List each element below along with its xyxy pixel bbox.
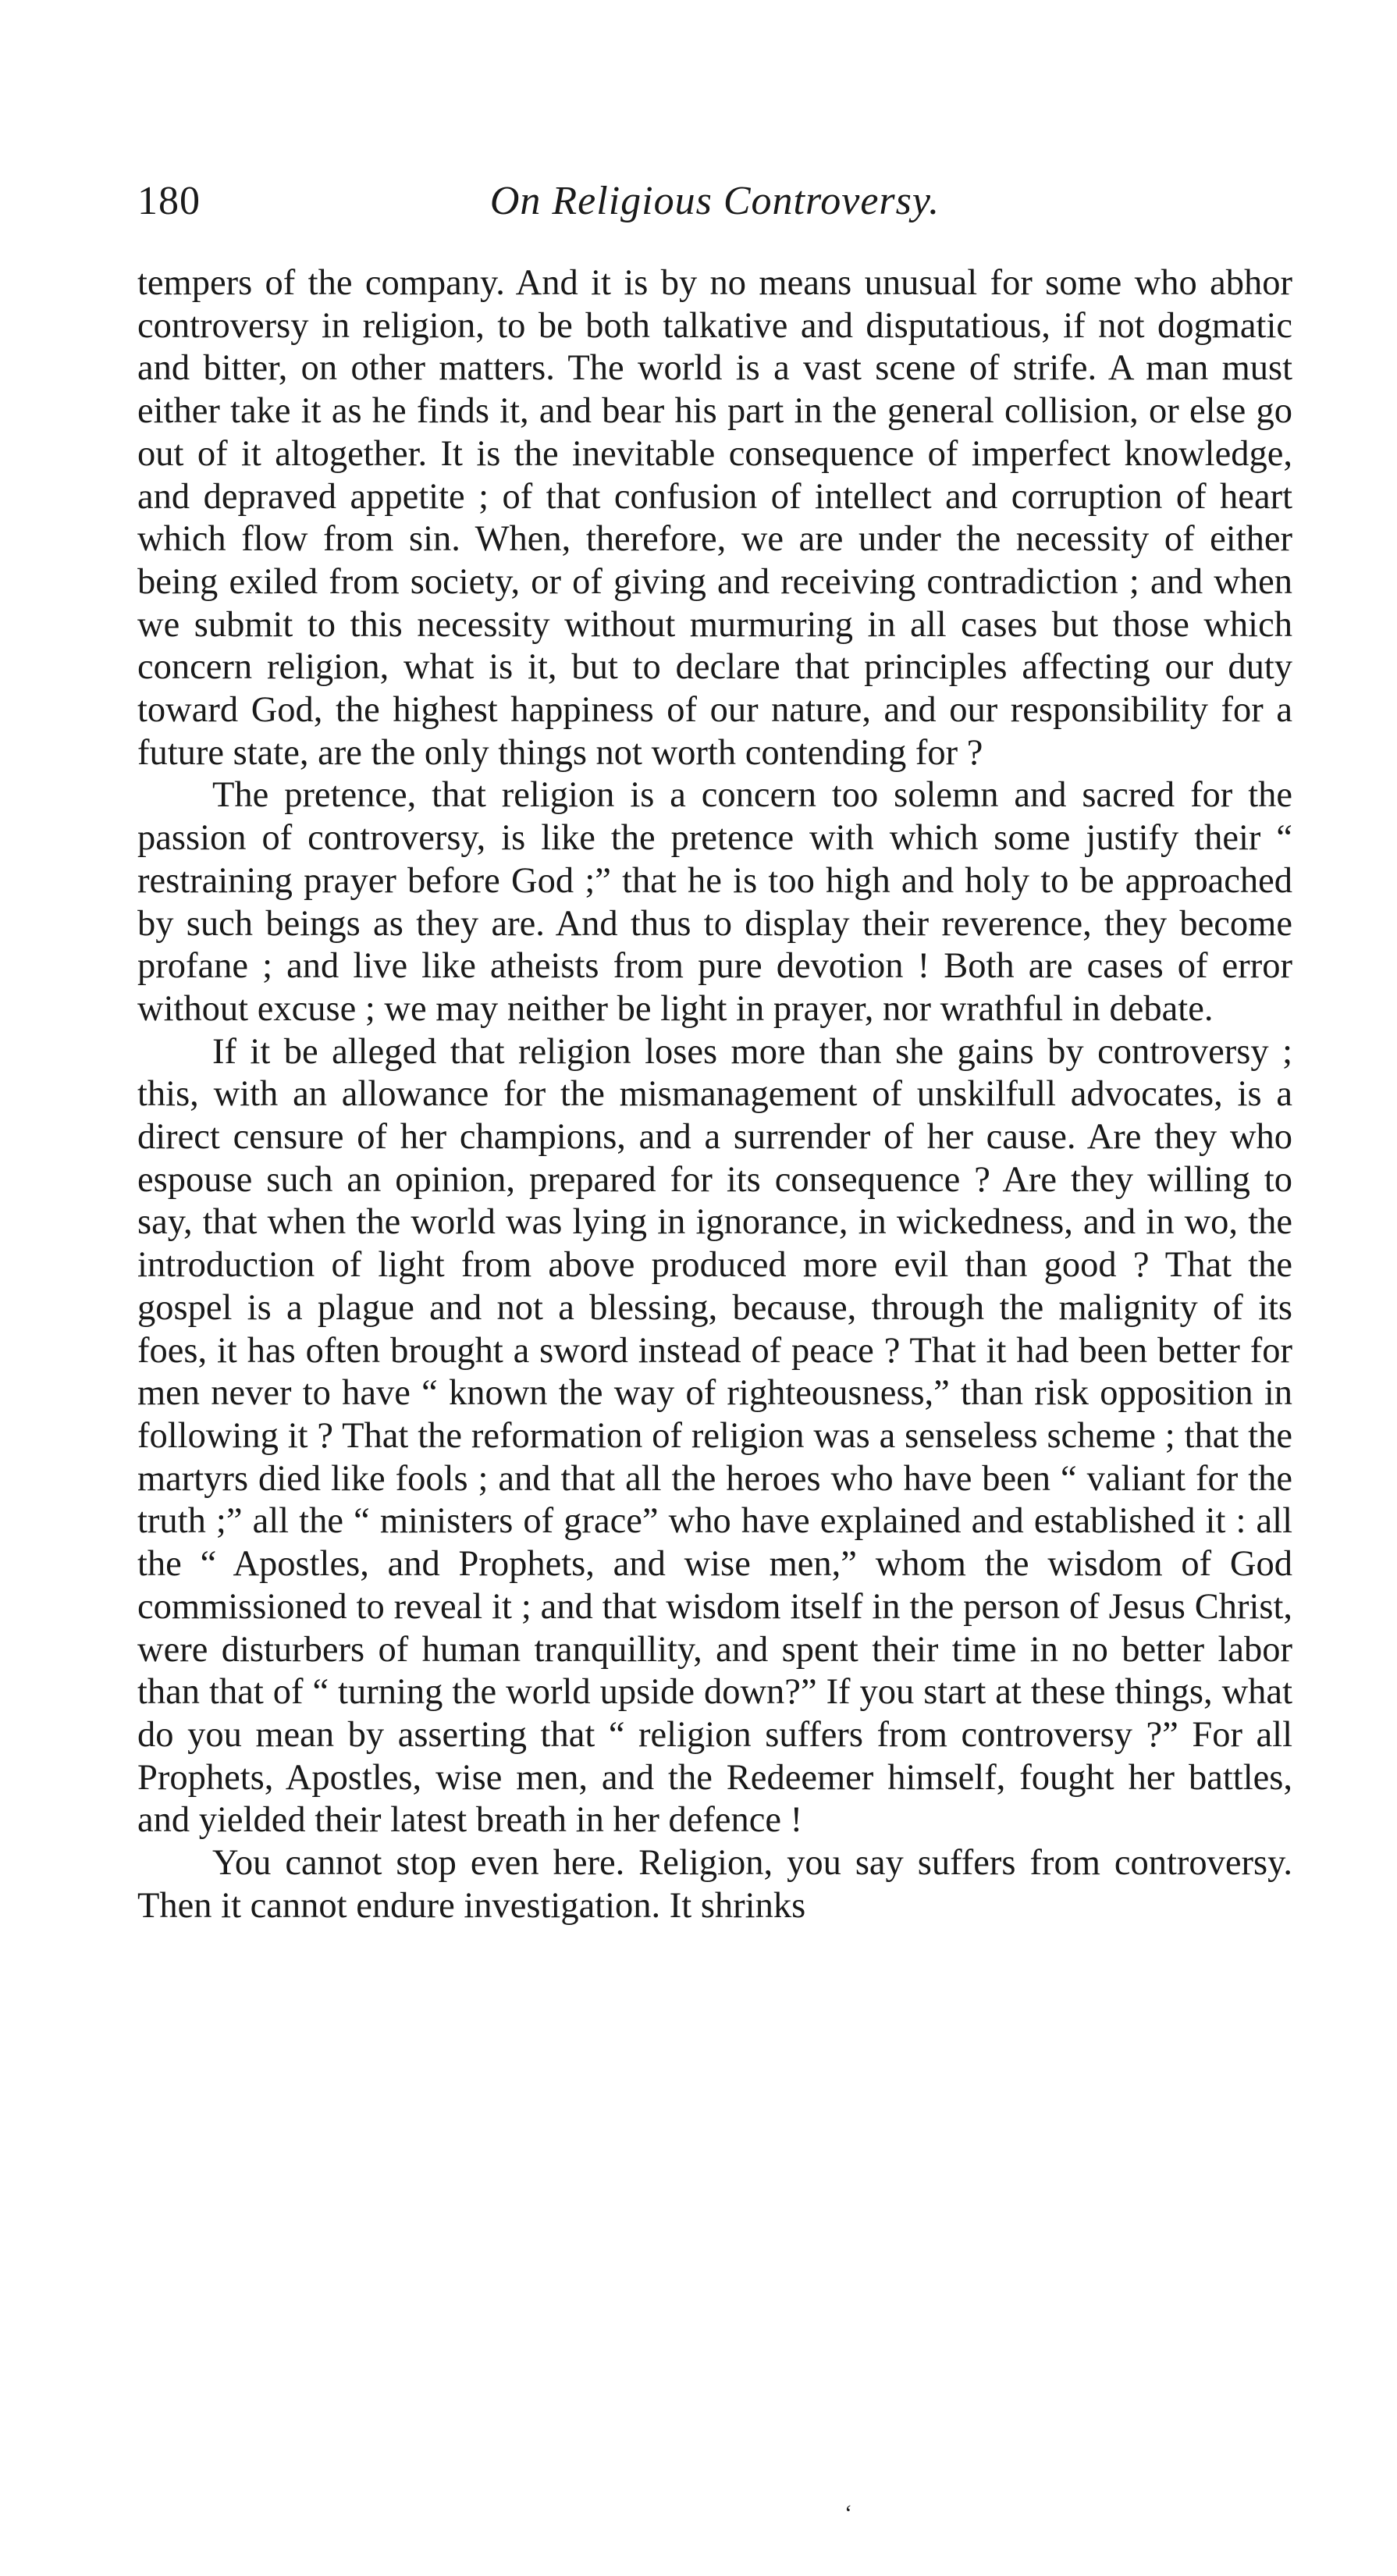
page-number: 180 [137, 179, 201, 223]
page-header [137, 170, 1292, 233]
paragraph-2: The pretence, that religion is a concern too solemn and sacred for the passion of controversy, is like the pretence with which some justify their “ restraining prayer before God ;” that he is too high and holy to be approached by such beings as they are. And thus to display their reverence, they become profane ; and live like atheists from pure devotion ! Both are cases of error without excuse ; we may neither be light in prayer, nor wrathful in debate. [137, 775, 1292, 1029]
paragraph-4: You cannot stop even here. Religion, you say suffers from controversy. Then it cannot endure investigation. It shrinks [137, 1843, 1292, 1926]
footer-mark: ʻ [844, 2500, 852, 2526]
running-title: On Religious Controversy. [489, 179, 940, 223]
body-text [137, 262, 1292, 1927]
paragraph-3: If it be alleged that religion loses more than she gains by controversy ; this, with an allowance for the mismanagement of unskilfull advocates, is a direct censure of her champions, and a surrender of her cause. Are they who espouse such an opinion, prepared for its consequence ? Are they willing to say, that when the world was lying in ignorance, in wickedness, and in wo, the introduction of light from above produced more evil than good ? That the gospel is a plague and not a blessing, because, through the malignity of its foes, it has often brought a sword instead of peace ? That it had been better for men never to have “ known the way of righteousness,” than risk opposition in following it ? That the reformation of religion was a senseless scheme ; that the martyrs died like fools ; and that all the heroes who have been “ valiant for the truth ;” all the “ ministers of grace” who have explained and established it : all the “ Apostles, and Prophets, and wise men,” whom the wisdom of God commissioned to reveal it ; and that wisdom itself in the person of Jesus Christ, were disturbers of human tranquillity, and spent their time in no better labor than that of “ turning the world upside down?” If you start at these things, what do you mean by asserting that “ religion suffers from controversy ?” For all Prophets, Apostles, wise men, and the Redeemer himself, fought her battles, and yielded their latest breath in her defence ! [137, 1031, 1292, 1841]
paragraph-1: tempers of the company. And it is by no means unusual for some who abhor controversy in religion, to be both talkative and disputatious, if not dogmatic and bitter, on other matters. The world is a vast scene of strife. A man must either take it as he finds it, and bear his part in the general collision, or else go out of it altogether. It is the inevitable consequence of imperfect knowledge, and depraved appetite ; of that confusion of intellect and corruption of heart which flow from sin. When, therefore, we are under the necessity of either being exiled from society, or of giving and receiving contradiction ; and when we submit to this necessity without murmuring in all cases but those which concern religion, what is it, but to declare that principles affecting our duty toward God, the highest happiness of our nature, and our responsibility for a future state, are the only things not worth contending for ? [137, 263, 1292, 773]
